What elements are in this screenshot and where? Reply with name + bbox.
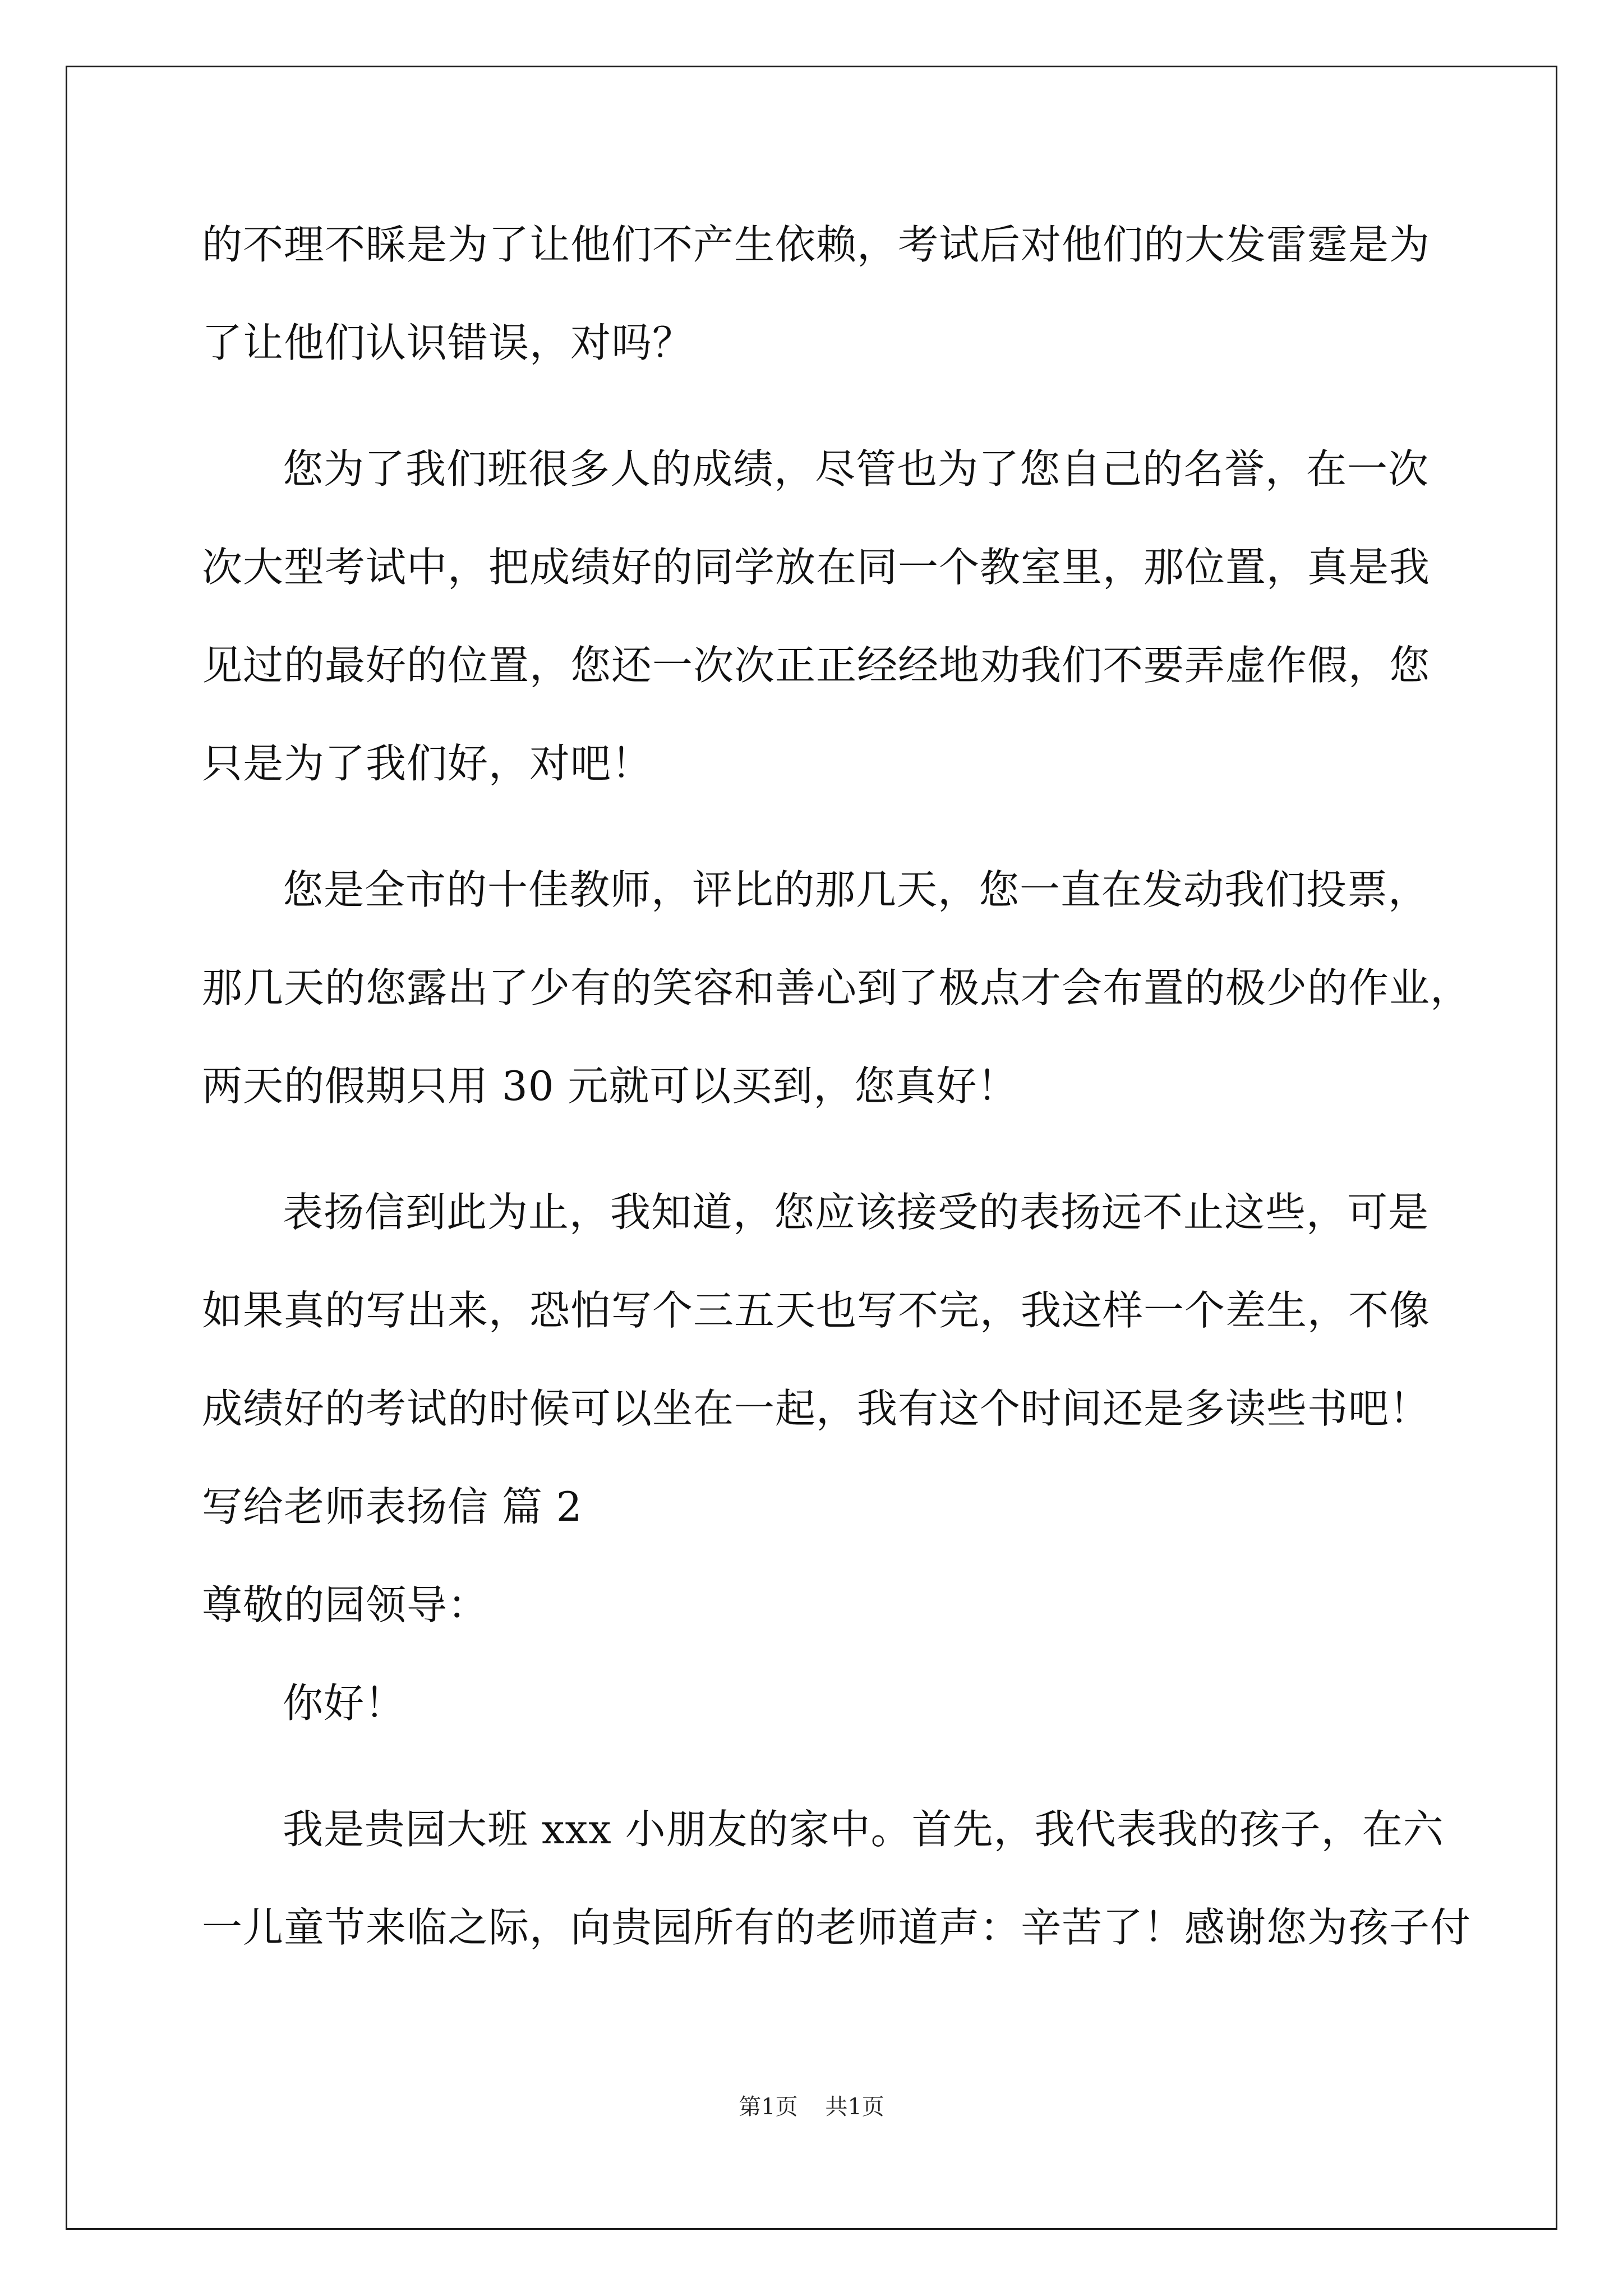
text-line: 成绩好的考试的时候可以坐在一起，我有这个时间还是多读些书吧！ xyxy=(202,1385,1431,1432)
text-line: 如果真的写出来，恐怕写个三五天也写不完，我这样一个差生，不像 xyxy=(202,1287,1431,1334)
text-line: 次大型考试中，把成绩好的同学放在同一个教室里，那位置，真是我 xyxy=(202,544,1431,591)
text-line: 那几天的您露出了少有的笑容和善心到了极点才会布置的极少的作业， xyxy=(202,964,1472,1011)
greeting: 你好！ xyxy=(283,1680,406,1727)
text-line: 的不理不睬是为了让他们不产生依赖，考试后对他们的大发雷霆是为 xyxy=(202,221,1431,268)
paragraph-first-line: 您是全市的十佳教师，评比的那几天，您一直在发动我们投票， xyxy=(283,866,1430,913)
text-line: 两天的假期只用 30 元就可以买到，您真好！ xyxy=(202,1062,1018,1110)
text-line: 了让他们认识错误，对吗？ xyxy=(202,319,694,366)
paragraph-first-line: 表扬信到此为止，我知道，您应该接受的表扬远不止这些，可是 xyxy=(283,1189,1430,1236)
text-line: 只是为了我们好，对吧！ xyxy=(202,740,653,787)
section-heading: 写给老师表扬信 篇 2 xyxy=(202,1483,583,1530)
paragraph-first-line: 您为了我们班很多人的成绩，尽管也为了您自己的名誉，在一次 xyxy=(283,445,1430,493)
page-footer xyxy=(0,2096,1623,2118)
salutation: 尊敬的园领导： xyxy=(202,1581,489,1628)
paragraph-first-line: 我是贵园大班 xxx 小朋友的家中。首先，我代表我的孩子，在六 xyxy=(283,1806,1444,1853)
text-line: 见过的最好的位置，您还一次次正正经经地劝我们不要弄虚作假，您 xyxy=(202,642,1431,689)
page-total: 共1页 xyxy=(825,2094,884,2120)
page-number: 第1页 xyxy=(739,2094,798,2120)
text-line: 一儿童节来临之际，向贵园所有的老师道声：辛苦了！感谢您为孩子付 xyxy=(202,1904,1472,1951)
